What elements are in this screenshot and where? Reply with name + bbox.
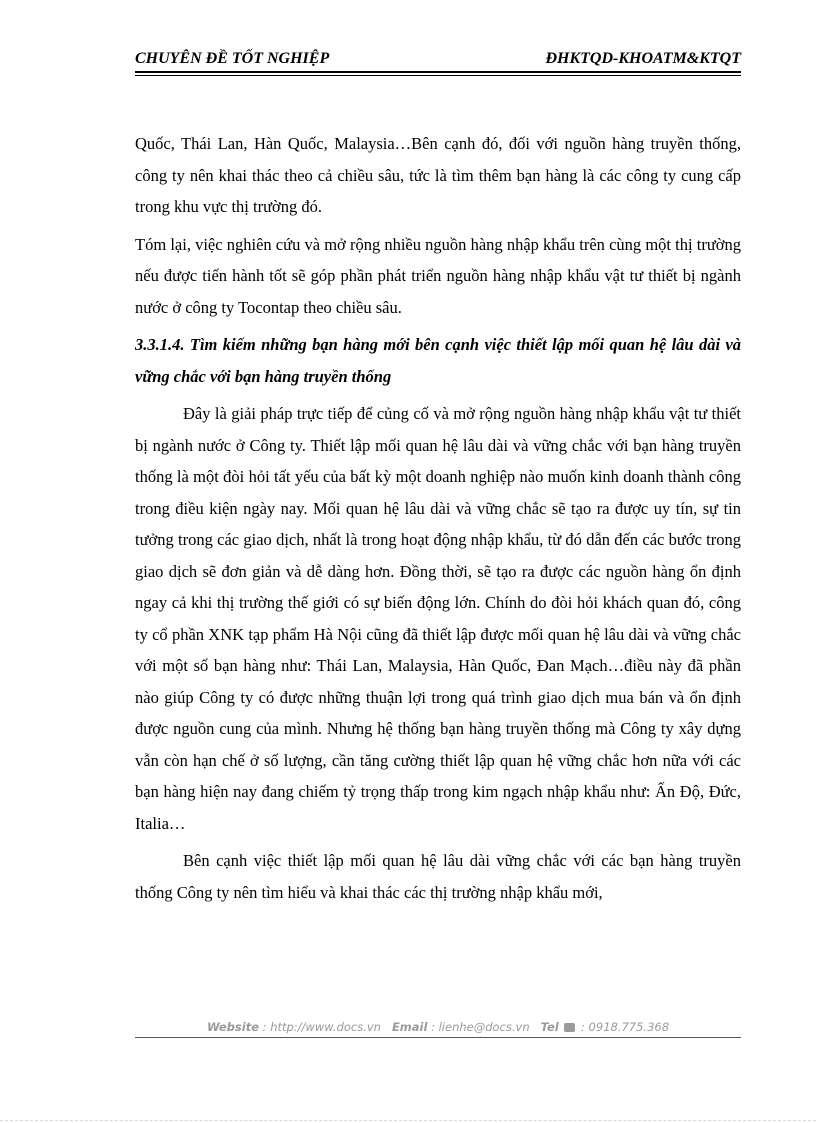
website-link[interactable]: : http://www.docs.vn	[262, 1020, 381, 1034]
section-heading: 3.3.1.4. Tìm kiếm những bạn hàng mới bên cạnh việc thiết lập mối quan hệ lâu dài và vững chắc với bạn hàng truyền thống	[135, 335, 741, 386]
footer-rule	[135, 1037, 741, 1038]
paragraph: Tóm lại, việc nghiên cứu và mở rộng nhiều nguồn hàng nhập khẩu trên cùng một thị trường nếu được tiến hành tốt sẽ góp phần phát triển nguồn hàng nhập khẩu vật tư thiết bị ngành nước ở công ty Tocontap theo chiều sâu.	[135, 234, 741, 317]
paragraph: Bên cạnh việc thiết lập mối quan hệ lâu dài vững chắc với các bạn hàng truyền thống Công ty nên tìm hiểu và khai thác các thị trường nhập khẩu mới,	[135, 851, 741, 902]
email-link[interactable]: : lienhe@docs.vn	[431, 1020, 530, 1034]
header-left-title: CHUYÊN ĐỀ TỐT NGHIỆP	[135, 50, 330, 67]
website-label: Website	[206, 1020, 260, 1034]
page-footer	[135, 1020, 741, 1034]
tel-label: Tel	[540, 1020, 559, 1034]
email-label: Email	[391, 1020, 428, 1034]
paragraph: Quốc, Thái Lan, Hàn Quốc, Malaysia…Bên cạnh đó, đối với nguồn hàng truyền thống, công ty nên khai thác theo cả chiều sâu, tức là tìm thêm bạn hàng là các công ty cung cấp trong khu vực thị trường đó.	[135, 134, 741, 216]
header-rule-thick	[135, 71, 741, 73]
page-header	[135, 50, 741, 72]
page-bottom-edge	[0, 1120, 816, 1121]
tel-number: : 0918.775.368	[581, 1020, 670, 1034]
phone-icon	[564, 1023, 575, 1032]
header-rule-thin	[135, 75, 741, 76]
paragraph: Đây là giải pháp trực tiếp để củng cố và mở rộng nguồn hàng nhập khẩu vật tư thiết bị ngành nước ở Công ty. Thiết lập mối quan hệ lâu dài và vững chắc với bạn hàng truyền thống là một đòi hỏi tất yếu của bất kỳ một doanh nghiệp nào muốn kinh doanh thành công trong điều kiện ngày nay. Mối quan hệ lâu dài và vững chắc sẽ tạo ra được uy tín, sự tin tưởng trong các giao dịch, nhất là trong hoạt động nhập khẩu, từ đó dẫn đến các bước trong giao dịch sẽ đơn giản và dễ dàng hơn. Đồng thời, sẽ tạo ra được các nguồn hàng ổn định ngay cả khi thị trường thế giới có sự biến động lớn. Chính do đòi hỏi khách quan đó, công ty cổ phần XNK tạp phẩm Hà Nội cũng đã thiết lập được mối quan hệ lâu dài và vững chắc với một số bạn hàng như: Thái Lan, Malaysia, Hàn Quốc, Đan Mạch…điều này đã phần nào giúp Công ty có được những thuận lợi trong quá trình giao dịch mua bán và ổn định được nguồn cung của mình. Nhưng hệ thống bạn hàng truyền thống mà Công ty xây dựng vẫn còn hạn chế ở số lượng, cần tăng cường thiết lập quan hệ vững chắc hơn nữa với các bạn hàng hiện nay đang chiếm tỷ trọng thấp trong kim ngạch nhập khẩu như: Ấn Độ, Đức, Italia…	[135, 404, 741, 833]
document-body	[135, 128, 741, 914]
header-right-title: ĐHKTQD-KHOATM&KTQT	[545, 50, 741, 67]
